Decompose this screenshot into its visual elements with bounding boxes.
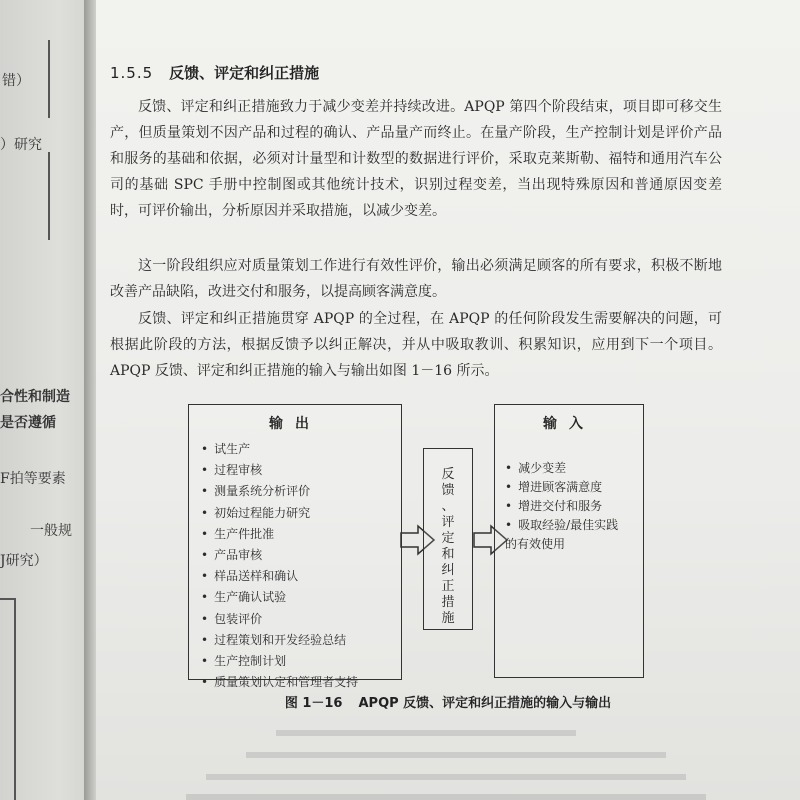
output-item: • 产品审核: [201, 545, 358, 566]
left-page-box-edge: [48, 40, 50, 118]
input-list: [505, 459, 625, 554]
feedback-box-label: 反 馈 、 评 定 和 纠 正 措 施: [441, 467, 455, 626]
paragraph: 这一阶段组织应对质量策划工作进行有效性评价，输出必须满足顾客的所有要求，积极不断地改善产品缺陷，改进交付和服务，以提高顾客满意度。: [110, 258, 722, 300]
section-title: 反馈、评定和纠正措施: [169, 64, 320, 82]
output-item: • 过程审核: [201, 460, 358, 481]
output-item: • 包装评价: [201, 609, 358, 630]
input-box: [494, 404, 644, 678]
input-item: • 吸取经验/最佳实践的有效使用: [505, 516, 625, 554]
output-item: • 生产控制计划: [201, 651, 358, 672]
output-item: • 样品送样和确认: [201, 566, 358, 587]
input-item: • 减少变差: [505, 459, 625, 478]
output-list: [201, 439, 358, 693]
figure-number: 图 1－16: [284, 696, 343, 711]
left-page-box-edge: [14, 598, 16, 800]
book-page: [96, 0, 800, 800]
feedback-box: [423, 448, 473, 630]
figure-caption-text: APQP 反馈、评定和纠正措施的输入与输出: [358, 696, 612, 711]
output-box: [188, 404, 402, 690]
output-item: • 质量策划认定和管理者支持: [201, 672, 358, 693]
output-item: • 过程策划和开发经验总结: [201, 630, 358, 651]
input-box-title: 输入: [543, 416, 595, 432]
output-item: • 测量系统分析评价: [201, 481, 358, 502]
left-page-box-edge: [48, 152, 50, 240]
left-page-fragment: F拍等要素: [0, 471, 66, 487]
left-page-fragment: 是否遵循: [0, 415, 56, 431]
book-gutter: [84, 0, 96, 800]
output-item: • 试生产: [201, 439, 358, 460]
left-page-box-edge: [0, 598, 14, 600]
output-item: • 生产确认试验: [201, 587, 358, 608]
figure-caption: [96, 692, 800, 711]
output-box-title: 输出: [269, 416, 321, 432]
section-heading: [110, 62, 319, 83]
section-number: 1.5.5: [110, 64, 154, 82]
left-page-fragment: ）研究: [0, 137, 42, 153]
show-through-text: [96, 718, 800, 800]
output-item: • 初始过程能力研究: [201, 503, 358, 524]
left-page-fragment: 合性和制造: [0, 389, 70, 405]
output-item: • 生产件批准: [201, 524, 358, 545]
paragraph: 反馈、评定和纠正措施贯穿 APQP 的全过程，在 APQP 的任何阶段发生需要解决的问题，可根据此阶段的方法，根据反馈予以纠正解决，并从中吸取教训、积累知识，应用到下一个项目。APQP 反馈、评定和纠正措施的输入与输出如图 1－16 所示。: [110, 311, 722, 379]
previous-page-edge: [0, 0, 84, 800]
left-page-fragment: J研究）: [0, 553, 48, 569]
input-item: • 增进交付和服务: [505, 497, 625, 516]
left-page-fragment: 错）: [2, 73, 30, 89]
left-page-fragment: 一般规: [30, 523, 72, 539]
input-item: • 增进顾客满意度: [505, 478, 625, 497]
paragraph: 反馈、评定和纠正措施致力于减少变差并持续改进。APQP 第四个阶段结束，项目即可移交生产，但质量策划不因产品和过程的确认、产品量产而终止。在量产阶段，生产控制计划是评价产品和服务的基础和依据，必须对计量型和计数型的数据进行评价，采取克莱斯勒、福特和通用汽车公司的基础 SPC 手册中控制图或其他统计技术，识别过程变差，当出现特殊原因和普通原因变差时，可评价输出，分析原因并采取措施，以减少变差。: [110, 99, 722, 219]
